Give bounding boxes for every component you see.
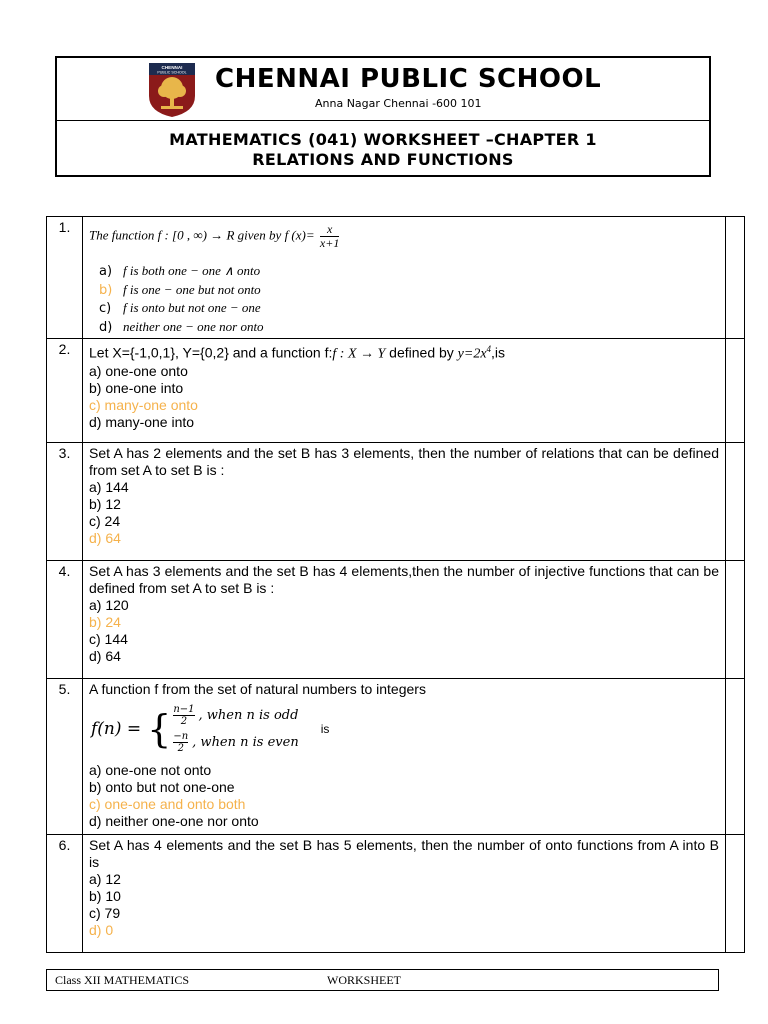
option-a: a) one-one not onto: [89, 762, 212, 778]
question-number: 4.: [47, 561, 83, 679]
marks-cell: [726, 217, 745, 339]
piecewise-formula: [91, 704, 719, 754]
marks-cell: [726, 339, 745, 443]
question-number: 6.: [47, 835, 83, 953]
fraction-denominator: x+1: [319, 236, 340, 250]
option-c: c) many-one onto: [89, 396, 198, 413]
school-logo: [145, 62, 199, 118]
questions-table: [46, 216, 745, 953]
school-address: Anna Nagar Chennai -600 101: [315, 97, 482, 110]
question-body: [83, 561, 726, 679]
option-b: b) f is one − one but not onto: [99, 281, 261, 298]
question-stem: Let X={-1,0,1}, Y={0,2} and a function f:f : X → Y defined by $y=2x^4,is$: [89, 344, 506, 362]
school-banner: [57, 58, 709, 121]
option-d: d) many-one into: [89, 413, 195, 430]
fraction: [320, 223, 339, 250]
option-a: a) 12: [89, 871, 121, 887]
options-list: [99, 262, 719, 336]
formula-tail: is: [320, 721, 330, 736]
case-even: −n 2 , when n is even: [173, 731, 299, 754]
question-body: [83, 339, 726, 443]
question-number: 5.: [47, 679, 83, 835]
question-row-1: [47, 217, 745, 339]
option-a: a) f is both one − one ∧ onto: [99, 263, 261, 279]
question-stem: A function f from the set of natural numbers to integers: [89, 681, 426, 697]
page-footer: [46, 969, 719, 991]
stem-text: The function: [89, 227, 155, 243]
question-row-3: [47, 443, 745, 561]
worksheet-title: [57, 130, 709, 170]
case-odd: n−1 2 , when n is odd: [173, 704, 299, 727]
question-body: [83, 443, 726, 561]
option-a: a) 120: [89, 597, 129, 613]
option-d: d) neither one − one nor onto: [99, 318, 264, 335]
svg-text:CHENNAI: CHENNAI: [161, 65, 183, 70]
stem-math: f : [0 , ∞) → R given by f (x)=: [157, 227, 315, 243]
question-row-2: [47, 339, 745, 443]
question-number: 2.: [47, 339, 83, 443]
option-d: d) neither one-one nor onto: [89, 813, 259, 829]
question-stem: Set A has 3 elements and the set B has 4 elements,then the number of injective functions that can be defined from set A to set B is :: [89, 563, 719, 596]
option-d: d) 64: [89, 530, 121, 546]
question-body: [83, 217, 726, 339]
svg-text:PUBLIC SCHOOL: PUBLIC SCHOOL: [157, 70, 187, 75]
school-name: CHENNAI PUBLIC SCHOOL: [215, 64, 602, 94]
option-b: b) 10: [89, 888, 121, 904]
worksheet-title-line2: RELATIONS AND FUNCTIONS: [252, 150, 514, 169]
option-c: c) 79: [89, 905, 121, 921]
question-stem: Set A has 4 elements and the set B has 5 elements, then the number of onto functions from A into B is: [89, 837, 719, 870]
marks-cell: [726, 835, 745, 953]
option-b: b) onto but not one-one: [89, 779, 235, 795]
option-b: b) 24: [89, 614, 121, 630]
marks-cell: [726, 561, 745, 679]
formula-lhs: f(n) =: [91, 718, 142, 739]
option-c: c) f is onto but not one − one: [99, 300, 261, 316]
question-stem: [89, 223, 719, 250]
footer-class: Class XII MATHEMATICS: [55, 973, 190, 987]
option-d: d) 64: [89, 648, 121, 664]
question-stem: Set A has 2 elements and the set B has 3 elements, then the number of relations that can be defined from set A to set B is :: [89, 445, 719, 478]
question-row-5: [47, 679, 745, 835]
fraction-numerator: x: [320, 223, 339, 237]
question-number: 3.: [47, 443, 83, 561]
option-c: c) 24: [89, 513, 121, 529]
question-body: [83, 835, 726, 953]
marks-cell: [726, 443, 745, 561]
option-b: b) one-one into: [89, 379, 184, 396]
worksheet-title-line1: MATHEMATICS (041) WORKSHEET –CHAPTER 1: [169, 130, 597, 149]
question-number: 1.: [47, 217, 83, 339]
question-row-6: [47, 835, 745, 953]
footer-worksheet: WORKSHEET: [327, 973, 401, 987]
option-a: a) one-one onto: [89, 362, 188, 379]
option-d: d) 0: [89, 922, 114, 938]
question-body: [83, 679, 726, 835]
brace: {: [147, 707, 172, 751]
option-a: a) 144: [89, 479, 129, 495]
option-c: c) one-one and onto both: [89, 796, 246, 812]
formula-cases: [173, 704, 298, 754]
header-box: [55, 56, 711, 177]
question-row-4: [47, 561, 745, 679]
option-c: c) 144: [89, 631, 128, 647]
marks-cell: [726, 679, 745, 835]
option-b: b) 12: [89, 496, 121, 512]
